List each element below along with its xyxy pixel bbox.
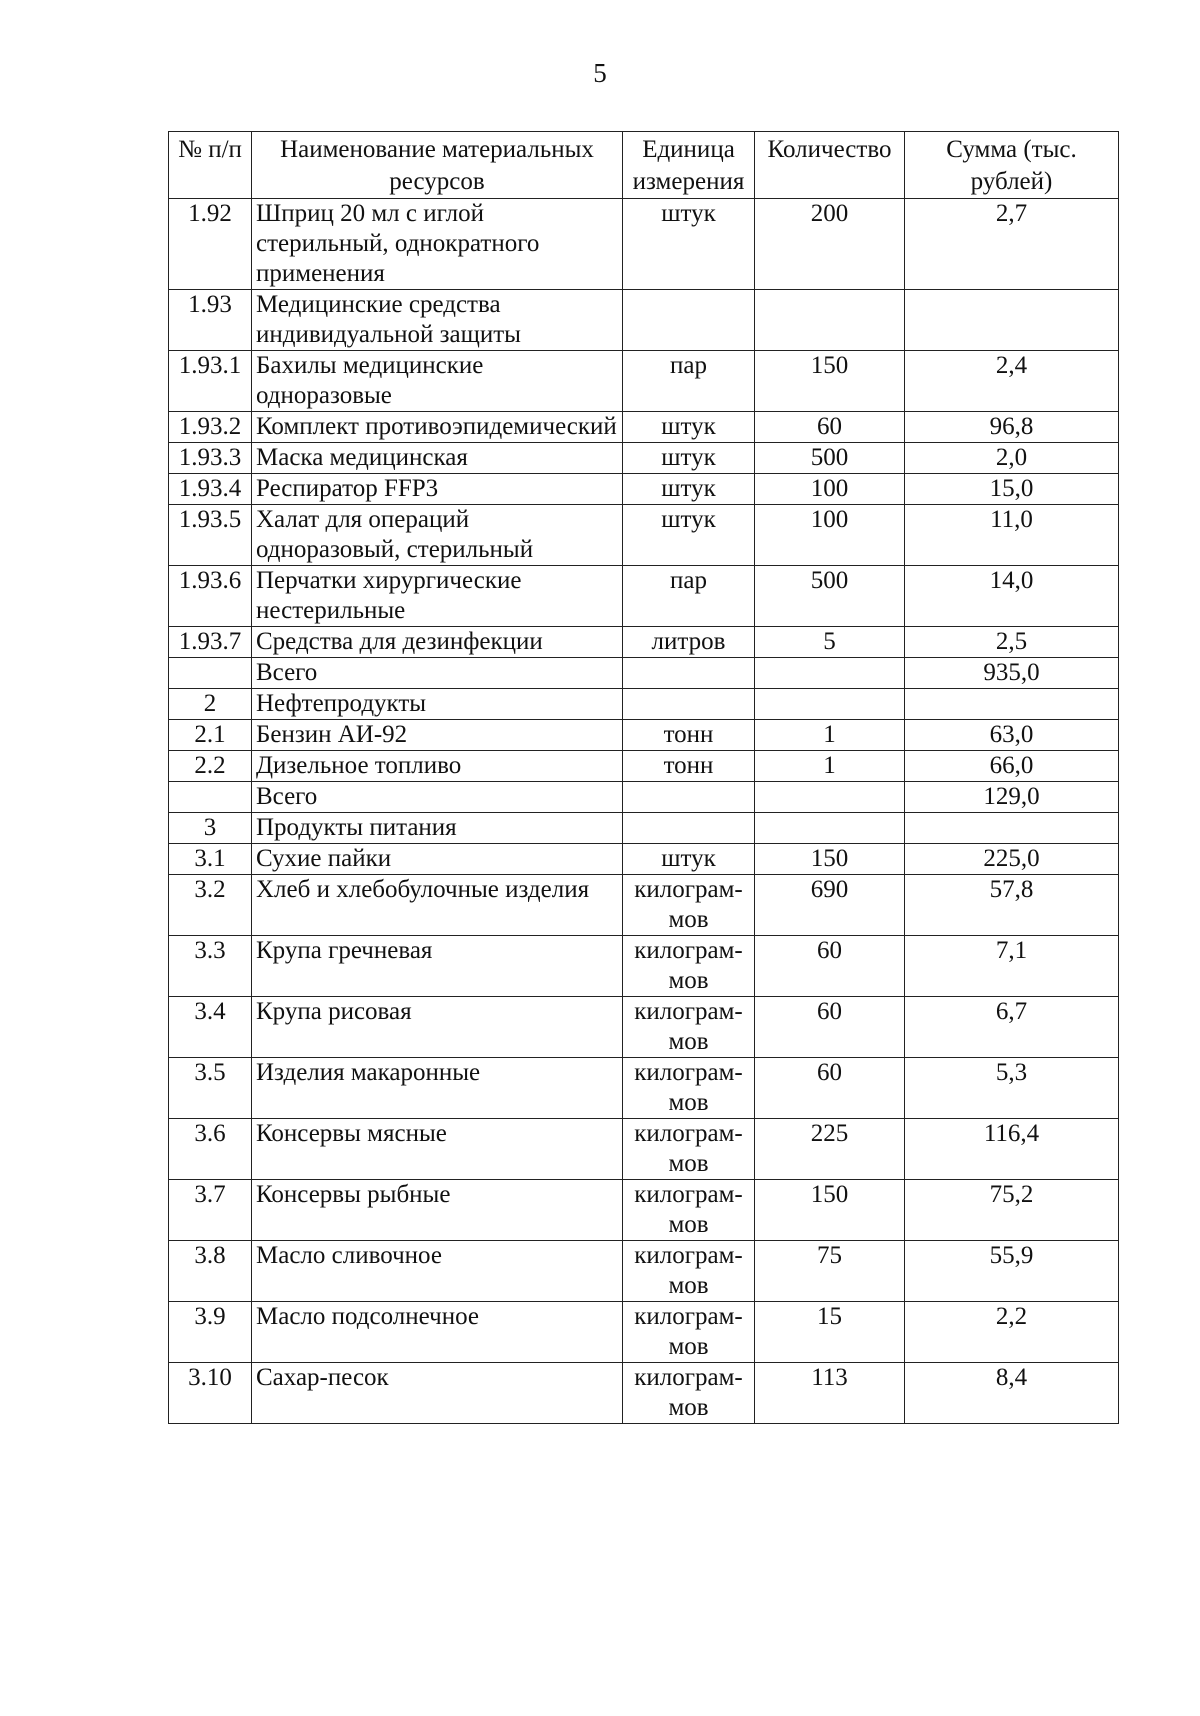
cell-num: 1.92 — [169, 199, 252, 290]
cell-unit: килограм- мов — [623, 936, 755, 997]
cell-num: 3.9 — [169, 1302, 252, 1363]
cell-name: Хлеб и хлебобулочные изделия — [252, 875, 623, 936]
cell-qty: 100 — [755, 474, 905, 505]
cell-name: Шприц 20 мл с иглой стерильный, однократного применения — [252, 199, 623, 290]
cell-unit — [623, 658, 755, 689]
cell-name: Перчатки хирургические нестерильные — [252, 566, 623, 627]
cell-qty: 150 — [755, 1180, 905, 1241]
cell-num: 1.93.5 — [169, 505, 252, 566]
cell-qty: 75 — [755, 1241, 905, 1302]
table-row — [169, 412, 1119, 443]
cell-unit: штук — [623, 505, 755, 566]
table-row — [169, 751, 1119, 782]
cell-qty: 500 — [755, 566, 905, 627]
cell-sum: 8,4 — [905, 1363, 1119, 1424]
table-row — [169, 351, 1119, 412]
cell-qty: 5 — [755, 627, 905, 658]
cell-num: 1.93.4 — [169, 474, 252, 505]
cell-name: Бензин АИ-92 — [252, 720, 623, 751]
cell-qty: 60 — [755, 936, 905, 997]
table-row — [169, 689, 1119, 720]
cell-num: 3 — [169, 813, 252, 844]
cell-unit: килограм- мов — [623, 1302, 755, 1363]
cell-num: 1.93 — [169, 290, 252, 351]
cell-name: Средства для дезинфекции — [252, 627, 623, 658]
cell-unit: штук — [623, 443, 755, 474]
table-row — [169, 443, 1119, 474]
table-row — [169, 1241, 1119, 1302]
cell-name: Сухие пайки — [252, 844, 623, 875]
cell-name: Крупа гречневая — [252, 936, 623, 997]
cell-name: Масло подсолнечное — [252, 1302, 623, 1363]
cell-sum: 14,0 — [905, 566, 1119, 627]
table-row — [169, 1363, 1119, 1424]
table-row — [169, 1058, 1119, 1119]
cell-unit: штук — [623, 844, 755, 875]
cell-name: Медицинские средства индивидуальной защиты — [252, 290, 623, 351]
cell-sum: 2,5 — [905, 627, 1119, 658]
cell-num: 1.93.1 — [169, 351, 252, 412]
cell-sum: 66,0 — [905, 751, 1119, 782]
cell-sum: 2,2 — [905, 1302, 1119, 1363]
table-row — [169, 844, 1119, 875]
cell-unit: килограм- мов — [623, 1363, 755, 1424]
table-row — [169, 505, 1119, 566]
cell-qty: 150 — [755, 844, 905, 875]
cell-num: 2.2 — [169, 751, 252, 782]
cell-num: 1.93.7 — [169, 627, 252, 658]
cell-qty: 60 — [755, 1058, 905, 1119]
cell-unit: штук — [623, 199, 755, 290]
cell-num: 3.4 — [169, 997, 252, 1058]
cell-qty: 1 — [755, 720, 905, 751]
table-row — [169, 782, 1119, 813]
cell-qty: 113 — [755, 1363, 905, 1424]
cell-unit — [623, 813, 755, 844]
cell-num: 3.2 — [169, 875, 252, 936]
cell-qty: 60 — [755, 997, 905, 1058]
cell-sum: 6,7 — [905, 997, 1119, 1058]
cell-num: 3.10 — [169, 1363, 252, 1424]
table-row — [169, 1180, 1119, 1241]
cell-name: Всего — [252, 658, 623, 689]
header-unit: Единица измерения — [623, 132, 755, 199]
cell-num: 3.5 — [169, 1058, 252, 1119]
cell-sum: 11,0 — [905, 505, 1119, 566]
header-num: № п/п — [169, 132, 252, 199]
cell-num: 1.93.6 — [169, 566, 252, 627]
cell-sum — [905, 813, 1119, 844]
cell-num: 3.8 — [169, 1241, 252, 1302]
cell-qty — [755, 813, 905, 844]
cell-sum: 5,3 — [905, 1058, 1119, 1119]
table-row — [169, 875, 1119, 936]
cell-num: 3.3 — [169, 936, 252, 997]
cell-sum — [905, 689, 1119, 720]
table-body — [169, 199, 1119, 1424]
cell-unit — [623, 689, 755, 720]
table-row — [169, 566, 1119, 627]
cell-qty — [755, 290, 905, 351]
cell-unit: килограм- мов — [623, 1058, 755, 1119]
cell-name: Всего — [252, 782, 623, 813]
cell-name: Маска медицинская — [252, 443, 623, 474]
cell-name: Консервы рыбные — [252, 1180, 623, 1241]
cell-unit: штук — [623, 474, 755, 505]
header-qty: Количество — [755, 132, 905, 199]
cell-sum: 116,4 — [905, 1119, 1119, 1180]
cell-sum: 935,0 — [905, 658, 1119, 689]
cell-num — [169, 782, 252, 813]
cell-name: Крупа рисовая — [252, 997, 623, 1058]
cell-name: Изделия макаронные — [252, 1058, 623, 1119]
cell-num: 1.93.3 — [169, 443, 252, 474]
cell-unit: тонн — [623, 751, 755, 782]
cell-unit — [623, 782, 755, 813]
table-row — [169, 1119, 1119, 1180]
table-row — [169, 813, 1119, 844]
cell-qty: 225 — [755, 1119, 905, 1180]
cell-name: Халат для операций одноразовый, стерильный — [252, 505, 623, 566]
cell-sum: 96,8 — [905, 412, 1119, 443]
table-row — [169, 936, 1119, 997]
cell-unit: тонн — [623, 720, 755, 751]
cell-sum: 75,2 — [905, 1180, 1119, 1241]
table-row — [169, 627, 1119, 658]
cell-qty: 15 — [755, 1302, 905, 1363]
table-row — [169, 474, 1119, 505]
cell-sum: 2,7 — [905, 199, 1119, 290]
cell-name: Бахилы медицинские одноразовые — [252, 351, 623, 412]
table-row — [169, 1302, 1119, 1363]
page-number: 5 — [593, 58, 607, 88]
cell-sum: 55,9 — [905, 1241, 1119, 1302]
cell-sum: 2,4 — [905, 351, 1119, 412]
cell-num: 1.93.2 — [169, 412, 252, 443]
table-row — [169, 199, 1119, 290]
cell-qty — [755, 658, 905, 689]
cell-sum: 57,8 — [905, 875, 1119, 936]
table-row — [169, 720, 1119, 751]
resources-table — [168, 131, 1119, 1424]
header-sum: Сумма (тыс. рублей) — [905, 132, 1119, 199]
cell-num — [169, 658, 252, 689]
cell-sum: 15,0 — [905, 474, 1119, 505]
cell-sum: 2,0 — [905, 443, 1119, 474]
cell-name: Нефтепродукты — [252, 689, 623, 720]
cell-name: Дизельное топливо — [252, 751, 623, 782]
cell-sum: 225,0 — [905, 844, 1119, 875]
cell-unit: килограм- мов — [623, 1180, 755, 1241]
cell-num: 3.6 — [169, 1119, 252, 1180]
cell-unit: пар — [623, 351, 755, 412]
cell-qty: 1 — [755, 751, 905, 782]
cell-qty: 690 — [755, 875, 905, 936]
cell-name: Комплект противоэпидемический — [252, 412, 623, 443]
cell-sum: 129,0 — [905, 782, 1119, 813]
cell-unit: килограм- мов — [623, 997, 755, 1058]
cell-unit — [623, 290, 755, 351]
cell-num: 2 — [169, 689, 252, 720]
cell-name: Сахар-песок — [252, 1363, 623, 1424]
header-name: Наименование материальных ресурсов — [252, 132, 623, 199]
cell-qty: 60 — [755, 412, 905, 443]
cell-unit: литров — [623, 627, 755, 658]
table-row — [169, 290, 1119, 351]
cell-num: 3.7 — [169, 1180, 252, 1241]
cell-unit: килограм- мов — [623, 875, 755, 936]
cell-name: Продукты питания — [252, 813, 623, 844]
cell-unit: пар — [623, 566, 755, 627]
cell-qty — [755, 782, 905, 813]
cell-qty — [755, 689, 905, 720]
cell-name: Респиратор FFP3 — [252, 474, 623, 505]
cell-unit: штук — [623, 412, 755, 443]
cell-unit: килограм- мов — [623, 1241, 755, 1302]
cell-qty: 200 — [755, 199, 905, 290]
cell-name: Консервы мясные — [252, 1119, 623, 1180]
cell-unit: килограм- мов — [623, 1119, 755, 1180]
cell-num: 2.1 — [169, 720, 252, 751]
cell-qty: 100 — [755, 505, 905, 566]
table-row — [169, 997, 1119, 1058]
cell-name: Масло сливочное — [252, 1241, 623, 1302]
cell-num: 3.1 — [169, 844, 252, 875]
table-header-row — [169, 132, 1119, 199]
cell-sum — [905, 290, 1119, 351]
cell-sum: 7,1 — [905, 936, 1119, 997]
table-row — [169, 658, 1119, 689]
cell-sum: 63,0 — [905, 720, 1119, 751]
cell-qty: 500 — [755, 443, 905, 474]
cell-qty: 150 — [755, 351, 905, 412]
